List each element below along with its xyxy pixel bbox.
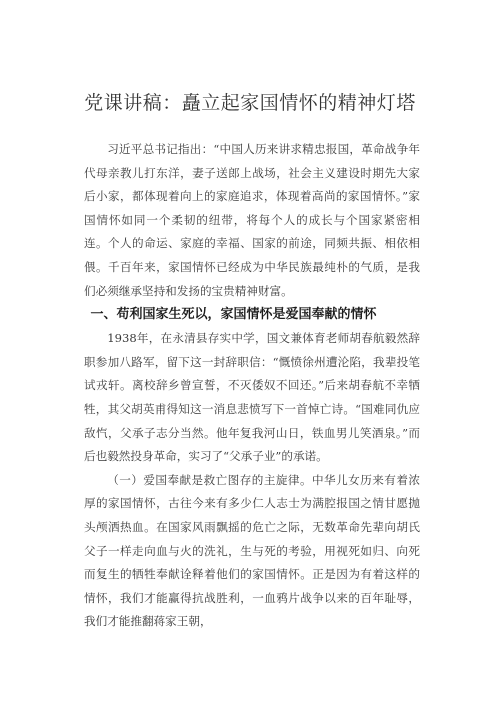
paragraph-subsection: （一）爱国奉献是救亡图存的主旋律。中华儿女历来有着浓厚的家国情怀，古往今来有多少仁人志士为满腔报国之情甘愿抛头颅洒热血。在国家风雨飘摇的危亡之际，无数革命先辈向胡氏父子一样走向血与火的洗礼，生与死的考验，用视死如归、向死而复生的牺牲奉献诠释着他们的家国情怀。正是因为有着这样的情怀，我们才能赢得抗战胜利，一血鸦片战争以来的百年耻辱，我们才能推翻蒋家王朝， xyxy=(84,472,420,629)
section-heading: 一、苟利国家生死以，家国情怀是爱国奉献的情怀 xyxy=(90,307,377,323)
page-title: 党课讲稿：矗立起家国情怀的精神灯塔 xyxy=(84,92,416,114)
document-body xyxy=(84,138,420,634)
paragraph-story: 1938年，在永清县存实中学，国文兼体育老师胡春航毅然辞职参加八路军，留下这一封辞职信：“慨愤徐州遭沦陷，我辈投笔试戎轩。离校辞乡曾宣誓，不灭倭奴不回还。”后来胡春航不幸牺牲，其父胡英甫得知这一消息悲愤写下一首悼亡诗。“国难同仇应敌忾，父承子志分当然。他年复我河山日，铁血男儿笑酒泉。”而后也毅然投身革命，实习了“父承子业”的承诺。 xyxy=(84,331,420,464)
paragraph-intro: 习近平总书记指出：“中国人历来讲求精忠报国，革命战争年代母亲教儿打东洋，妻子送郎上战场，社会主义建设时期先大家后小家，都体现着向上的家庭追求，体现着高尚的家国情怀。”家国情怀如同一个柔韧的纽带，将每个人的成长与个国家紧密相连。个人的命运、家庭的幸福、国家的前途，同频共振、相依相偎。千百年来，家国情怀已经成为中华民族最纯朴的气质，是我们必须继承坚持和发扬的宝贵精神财富。 xyxy=(84,142,420,298)
